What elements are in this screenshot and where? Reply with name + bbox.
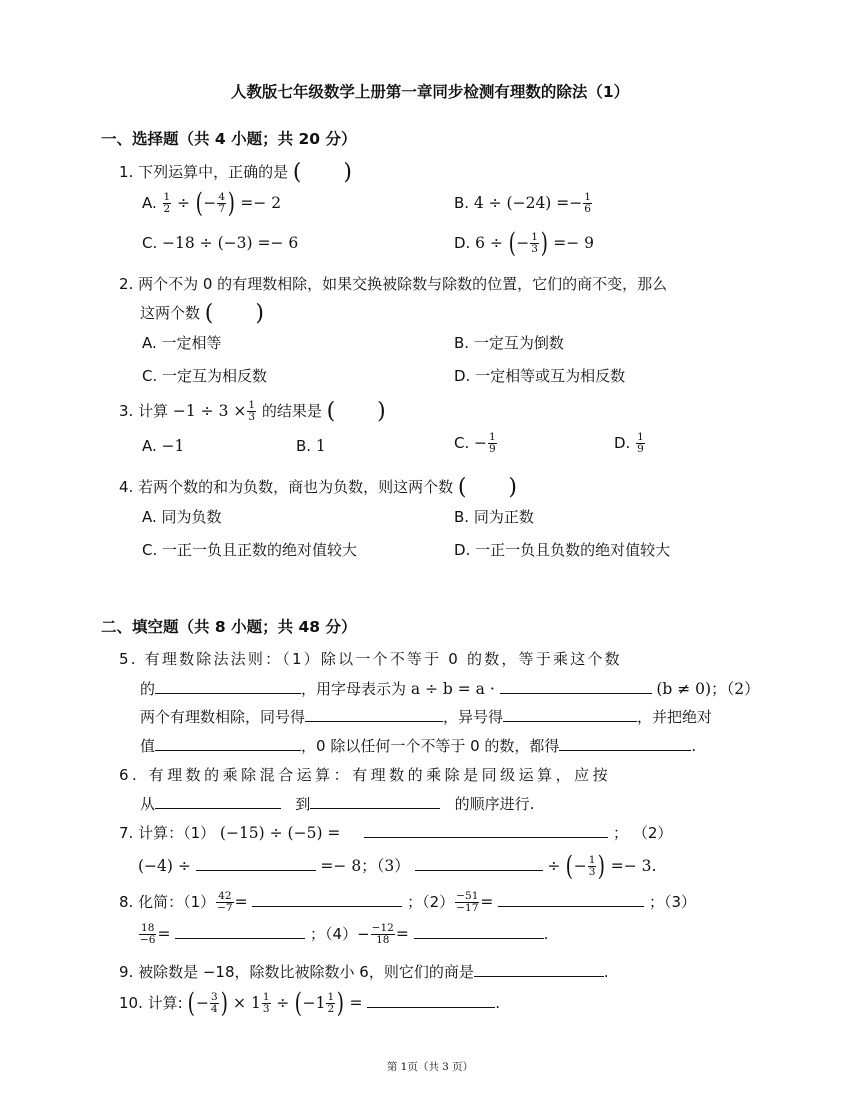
answer-paren: ( )	[326, 399, 386, 424]
answer-blank[interactable]	[196, 856, 316, 871]
q1-option-b[interactable]: B. 4 ÷ (−24) =− $\frac{1}{6}$	[454, 191, 591, 215]
answer-blank[interactable]	[415, 856, 543, 871]
fraction: $\frac{1}{9}$	[637, 431, 644, 455]
fraction: $\frac{-12}{18}$	[371, 922, 394, 946]
fraction: $\frac{1}{3}$	[262, 991, 270, 1015]
fraction: $\frac{3}{4}$	[211, 991, 218, 1015]
question-1-stem: 1. 下列运算中，正确的是	[119, 163, 289, 181]
answer-blank[interactable]	[310, 794, 440, 809]
answer-blank[interactable]	[175, 924, 305, 939]
question-9: 9. 被除数是 −18，除数比被除数小 6，则它们的商是 .	[119, 963, 609, 981]
question-2-line-1: 2. 两个不为 0 的有理数相除，如果交换被除数与除数的位置，它们的商不变，那么	[119, 275, 668, 293]
answer-blank[interactable]	[367, 993, 495, 1008]
q3-option-b[interactable]: B. 1	[296, 437, 326, 455]
q4-option-b[interactable]: B. 同为正数	[454, 508, 534, 526]
q2-option-a[interactable]: A. 一定相等	[142, 334, 222, 352]
fraction: $\frac{18}{-6}$	[140, 922, 156, 946]
answer-paren: ( )	[457, 475, 517, 500]
question-7-line-1: 7. 计算：（1） (−15) ÷ (−5) = ； （2）	[119, 824, 673, 842]
question-5-line-4: 值 ，0 除以任何一个不等于 0 的数，都得 .	[140, 737, 697, 755]
question-10: 10. 计算: (− $\frac{3}{4}$ ) × 1 $\frac{1}{3}$ ÷ (−1 $\frac{1}{2}$ ) = .	[119, 987, 501, 1019]
answer-blank[interactable]	[474, 962, 604, 977]
question-8-line-1: 8. 化简：（1） $\frac{42}{-7}$ = ；（2） $\frac{-51}{-17}$ = ；（3）	[119, 890, 696, 914]
fraction: $\frac{42}{-7}$	[217, 890, 233, 914]
fraction: $\frac{1}{9}$	[489, 431, 496, 455]
question-4: 4. 若两个数的和为负数，商也为负数，则这两个数 ( )	[119, 475, 517, 500]
answer-blank[interactable]	[503, 707, 637, 722]
answer-paren: ( )	[204, 301, 264, 326]
answer-blank[interactable]	[500, 679, 652, 694]
question-2-line-2: 这两个数 ( )	[140, 301, 264, 326]
answer-blank[interactable]	[155, 736, 301, 751]
fraction: $\frac{1}{2}$	[163, 191, 171, 215]
q2-option-b[interactable]: B. 一定互为倒数	[454, 334, 564, 352]
page-footer: 第 1页（共 3 页）	[386, 1061, 474, 1073]
fraction: $\frac{1}{6}$	[584, 191, 591, 215]
answer-blank[interactable]	[414, 924, 544, 939]
q3-option-c[interactable]: C. − $\frac{1}{9}$	[454, 431, 496, 455]
q1-option-c[interactable]: C. −18 ÷ (−3) =− 6	[142, 234, 299, 252]
q4-option-a[interactable]: A. 同为负数	[142, 508, 222, 526]
answer-blank[interactable]	[155, 794, 281, 809]
fraction: $\frac{1}{2}$	[327, 991, 335, 1015]
fraction: $\frac{1}{3}$	[531, 231, 538, 255]
question-1	[119, 160, 352, 185]
answer-blank[interactable]	[559, 736, 691, 751]
answer-blank[interactable]	[305, 707, 443, 722]
question-5-line-1: 5. 有理数除法法则：（1）除以一个不等于 0 的数，等于乘这个数	[119, 650, 622, 668]
answer-blank[interactable]	[252, 892, 402, 907]
question-8-line-2: $\frac{18}{-6}$ = ；（4）− $\frac{-12}{18}$ = .	[140, 922, 549, 946]
q3-option-a[interactable]: A. −1	[142, 437, 185, 455]
q1-option-d[interactable]: D. 6 ÷ (− $\frac{1}{3}$ ) =− 9	[454, 227, 594, 259]
question-3: 3. 计算 −1 ÷ 3 × $\frac{1}{3}$ 的结果是 ( )	[119, 399, 386, 424]
question-6-line-2: 从 到 的顺序进行.	[140, 795, 535, 813]
fraction: $\frac{4}{7}$	[218, 191, 226, 215]
section-heading-choice: 一、选择题（共 4 小题；共 20 分）	[101, 130, 357, 148]
q2-option-c[interactable]: C. 一定互为相反数	[142, 367, 268, 385]
q4-option-d[interactable]: D. 一正一负且负数的绝对值较大	[454, 541, 671, 559]
answer-blank[interactable]	[155, 679, 301, 694]
page-title: 人教版七年级数学上册第一章同步检测有理数的除法（1）	[230, 83, 630, 101]
question-5-line-2: 的 ，用字母表示为 a ÷ b = a · (b ≠ 0)；（2）	[140, 680, 760, 698]
question-6-line-1: 6. 有理数的乘除混合运算：有理数的乘除是同级运算，应按	[119, 766, 612, 784]
question-7-line-2: (−4) ÷ =− 8；（3） ÷ (− $\frac{1}{3}$ ) =− 3.	[138, 850, 657, 882]
question-5-line-3: 两个有理数相除，同号得 ，异号得 ，并把绝对	[140, 708, 713, 726]
q4-option-c[interactable]: C. 一正一负且正数的绝对值较大	[142, 541, 358, 559]
q2-option-d[interactable]: D. 一定相等或互为相反数	[454, 367, 626, 385]
fraction: $\frac{-51}{-17}$	[456, 890, 479, 914]
answer-blank[interactable]	[364, 823, 608, 838]
answer-blank[interactable]	[498, 892, 644, 907]
answer-paren: ( )	[292, 160, 352, 185]
section-heading-fill: 二、填空题（共 8 小题；共 48 分）	[101, 618, 357, 636]
fraction: $\frac{1}{3}$	[248, 399, 256, 423]
q1-option-a[interactable]: A. $\frac{1}{2}$ ÷ (− $\frac{4}{7}$ ) =− 2	[142, 187, 282, 219]
fraction: $\frac{1}{3}$	[588, 854, 596, 878]
q3-option-d[interactable]: D. $\frac{1}{9}$	[614, 431, 644, 455]
